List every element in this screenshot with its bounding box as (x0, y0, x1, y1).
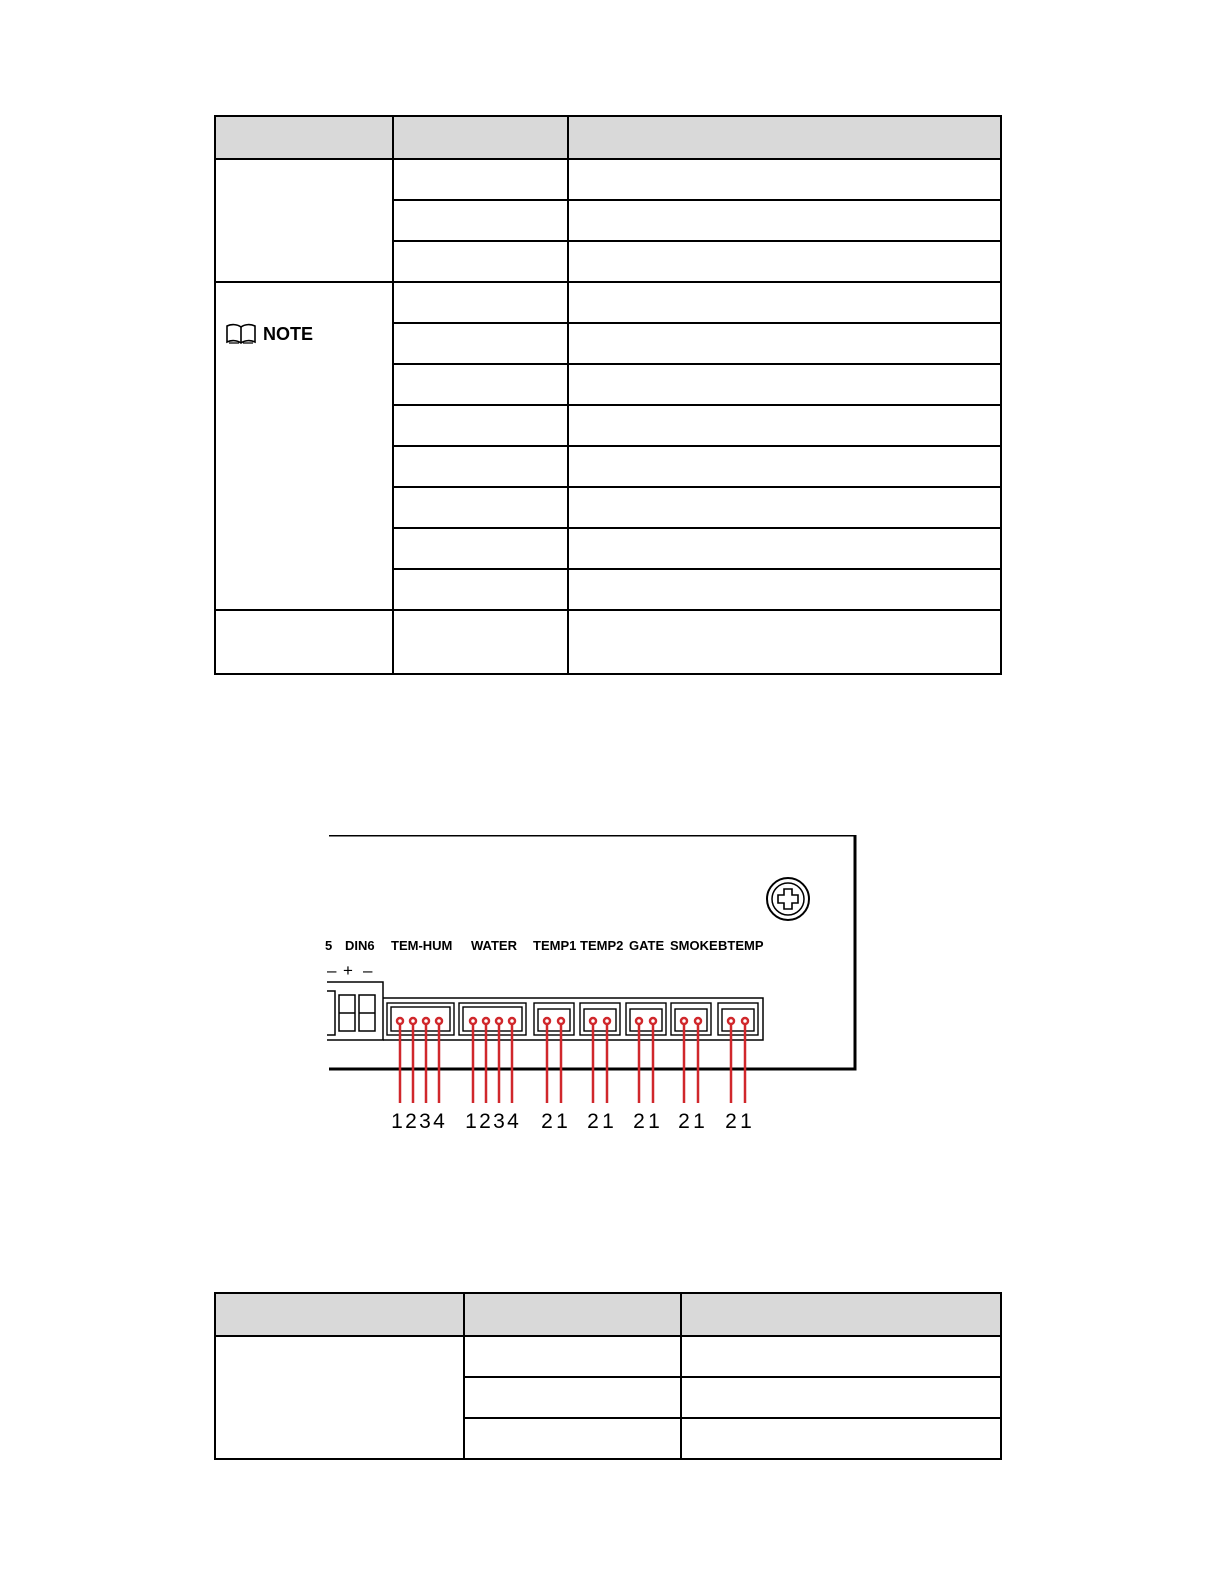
connector-label-tem-hum: TEM-HUM (391, 938, 453, 953)
table-row (215, 159, 1001, 200)
pin-table (214, 1292, 1002, 1460)
table-cell (393, 241, 568, 282)
table-cell (568, 487, 1001, 528)
table-header-row (215, 1293, 1001, 1336)
connector-label-water: WATER (471, 938, 517, 953)
pin-number: 2 (725, 1110, 737, 1133)
note-label: NOTE (263, 323, 314, 344)
header-cell (215, 116, 393, 159)
connector-label-smoke: SMOKE (670, 938, 718, 953)
table-cell (393, 200, 568, 241)
polarity-minus: – (363, 961, 373, 980)
pin-number: 2 (541, 1110, 553, 1133)
header-cell (393, 116, 568, 159)
table-cell (568, 159, 1001, 200)
table-row (215, 1336, 1001, 1377)
table-cell (393, 364, 568, 405)
table-cell (681, 1336, 1001, 1377)
pin-number: 2 (678, 1110, 690, 1133)
pin-number: 3 (493, 1110, 505, 1133)
connector-label-temp1: TEMP1 (533, 938, 577, 953)
connector-label-gate: GATE (629, 938, 665, 953)
terminal-block (327, 982, 383, 1040)
table-cell (681, 1418, 1001, 1459)
pin-number: 1 (556, 1110, 568, 1133)
header-cell (568, 116, 1001, 159)
pin-number: 2 (405, 1110, 417, 1133)
table-cell (568, 241, 1001, 282)
pin-number: 2 (633, 1110, 645, 1133)
polarity-minus: – (327, 961, 337, 980)
pin-number: 3 (419, 1110, 431, 1133)
connector-label-btemp: BTEMP (718, 938, 764, 953)
pin-number: 1 (391, 1110, 403, 1133)
table-row (215, 282, 1001, 323)
table-cell (393, 159, 568, 200)
pin-number: 4 (507, 1110, 519, 1133)
table-cell (393, 282, 568, 323)
group-cell (215, 1336, 464, 1459)
table-cell (464, 1418, 681, 1459)
polarity-plus: + (343, 961, 353, 980)
table-cell (568, 446, 1001, 487)
header-cell (464, 1293, 681, 1336)
table-cell (393, 405, 568, 446)
table-cell (568, 528, 1001, 569)
group-cell (215, 159, 393, 282)
table-cell (568, 282, 1001, 323)
book-icon (225, 323, 257, 345)
table-row (215, 610, 1001, 674)
table-cell (681, 1377, 1001, 1418)
table-cell (393, 569, 568, 610)
header-cell (681, 1293, 1001, 1336)
connector-label-temp2: TEMP2 (580, 938, 624, 953)
pin-number: 1 (602, 1110, 614, 1133)
table-cell (568, 610, 1001, 674)
table-cell (393, 610, 568, 674)
connector-panel-diagram (325, 835, 865, 1135)
group-cell (215, 282, 393, 610)
table-cell (568, 200, 1001, 241)
header-cell (215, 1293, 464, 1336)
pin-number: 4 (433, 1110, 445, 1133)
pin-number: 1 (740, 1110, 752, 1133)
pin-number: 1 (693, 1110, 705, 1133)
table-cell (568, 569, 1001, 610)
pin-number: 2 (479, 1110, 491, 1133)
table-cell (568, 405, 1001, 446)
table-cell (393, 528, 568, 569)
table-cell (393, 446, 568, 487)
note-callout (216, 323, 392, 345)
connector-label-din5: 5 (325, 938, 333, 953)
pin-number: 1 (648, 1110, 660, 1133)
table-cell (215, 610, 393, 674)
table-cell (393, 323, 568, 364)
table-cell (393, 487, 568, 528)
pin-number: 1 (465, 1110, 477, 1133)
pin-number: 2 (587, 1110, 599, 1133)
table-cell (464, 1336, 681, 1377)
table-cell (464, 1377, 681, 1418)
table-header-row (215, 116, 1001, 159)
table-cell (568, 364, 1001, 405)
connector-label-din6: DIN6 (345, 938, 375, 953)
table-cell (568, 323, 1001, 364)
signal-table (214, 115, 1002, 675)
screw-icon (767, 878, 809, 920)
